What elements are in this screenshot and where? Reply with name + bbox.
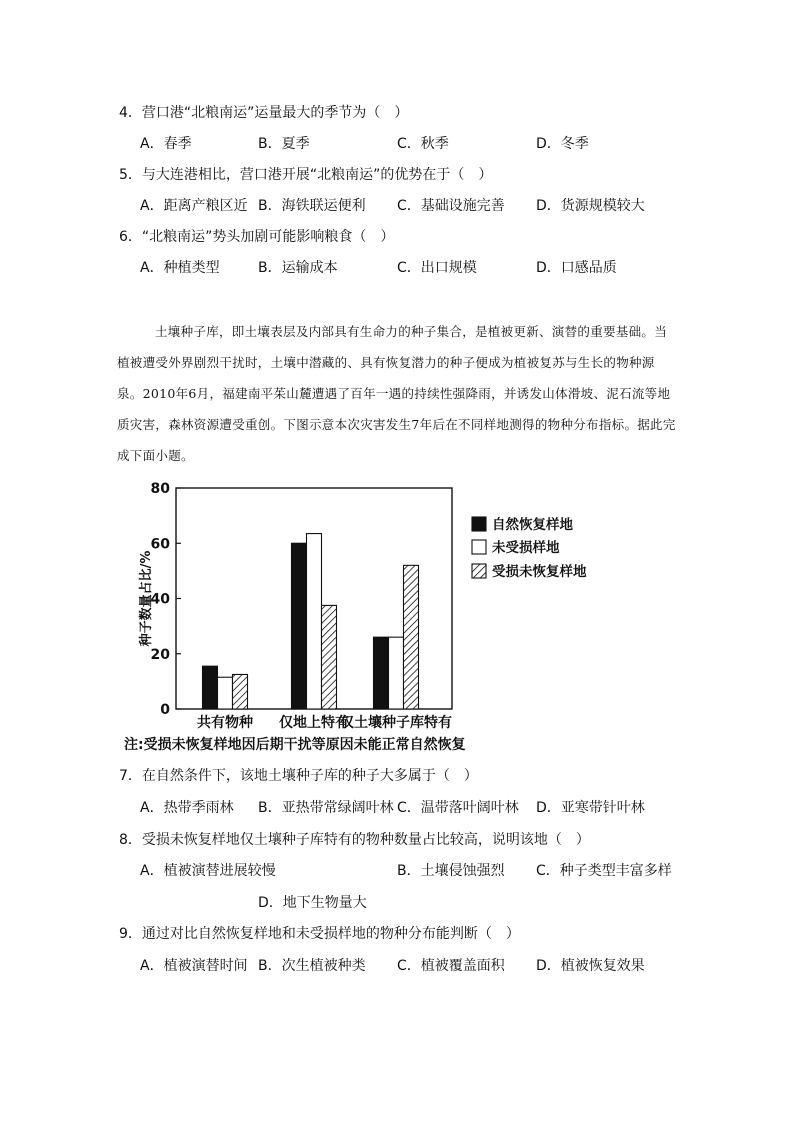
x-category-label: 仅地上特有 — [279, 715, 349, 731]
question-9-stem: 9．通过对比自然恢复样地和未受损样地的物种分布能判断（ ） — [119, 926, 520, 942]
question-7-stem: 7．在自然条件下，该地土壤种子库的种子大多属于（ ） — [119, 768, 478, 784]
question-8-option-d[interactable]: D．地下生物量大 — [258, 895, 367, 911]
y-tick-label: 40 — [150, 591, 170, 608]
y-tick-label: 0 — [160, 702, 170, 718]
bar-1-2 — [292, 543, 307, 709]
x-category-label: 共有物种 — [197, 715, 253, 731]
legend-label: 自然恢复样地 — [492, 517, 573, 533]
bar-2-1 — [218, 677, 233, 709]
y-tick-label: 80 — [150, 481, 170, 497]
question-4-option-d[interactable]: D．冬季 — [536, 136, 589, 152]
question-5-option-d[interactable]: D．货源规模较大 — [536, 198, 645, 214]
question-8-option-b[interactable]: B．土壤侵蚀强烈 — [397, 863, 505, 879]
bar-2-3 — [389, 637, 404, 709]
bar-1-1 — [203, 666, 218, 709]
question-9-option-a[interactable]: A．植被演替时间 — [140, 958, 248, 974]
bar-1-3 — [374, 637, 389, 709]
legend-label: 未受损样地 — [492, 540, 560, 556]
question-9-option-d[interactable]: D．植被恢复效果 — [536, 958, 645, 974]
passage-text: 土壤种子库，即土壤表层及内部具有生命力的种子集合，是植被更新、演替的重要基础。当植被遭受外界剧烈干扰时，土壤中潜藏的、具有恢复潜力的种子便成为植被复苏与生长的物种源泉。2010年6月，福建南平茱山麓遭遇了百年一遇的持续性强降雨，并诱发山体滑坡、泥石流等地质灾害，森林资源遭受重创。下图示意本次灾害发生7年后在不同样地测得的物种分布指标。据此完成下面小题。 — [117, 324, 676, 463]
question-4-option-c[interactable]: C．秋季 — [397, 136, 449, 152]
reading-passage — [117, 316, 679, 471]
bar-3-2 — [322, 605, 337, 709]
question-9-option-b[interactable]: B．次生植被种类 — [258, 958, 366, 974]
question-7-option-c[interactable]: C．温带落叶阔叶林 — [397, 800, 519, 816]
question-8-option-c[interactable]: C．种子类型丰富多样 — [536, 863, 672, 879]
y-tick-label: 60 — [150, 536, 170, 553]
question-7-option-b[interactable]: B．亚热带常绿阔叶林 — [258, 800, 394, 816]
question-4-option-a[interactable]: A．春季 — [140, 136, 192, 152]
question-6-option-b[interactable]: B．运输成本 — [258, 260, 338, 276]
bar-2-2 — [307, 534, 322, 709]
bar-3-1 — [233, 674, 248, 709]
question-5-stem: 5．与大连港相比，营口港开展“北粮南运”的优势在于（ ） — [119, 167, 493, 183]
question-5-option-c[interactable]: C．基础设施完善 — [397, 198, 505, 214]
legend-label: 受损未恢复样地 — [492, 564, 587, 580]
legend-swatch-2 — [472, 540, 486, 554]
question-4-stem: 4．营口港“北粮南运”运量最大的季节为（ ） — [119, 105, 409, 121]
chart-note: 注:受损未恢复样地因后期干扰等原因未能正常自然恢复 — [124, 737, 466, 753]
question-9-option-c[interactable]: C．植被覆盖面积 — [397, 958, 505, 974]
question-6-option-c[interactable]: C．出口规模 — [397, 260, 477, 276]
question-5-option-b[interactable]: B．海铁联运便利 — [258, 198, 366, 214]
question-6-stem: 6．“北粮南运”势头加剧可能影响粮食（ ） — [119, 229, 395, 245]
bar-3-3 — [404, 565, 419, 709]
legend-swatch-1 — [472, 517, 486, 531]
question-4-option-b[interactable]: B．夏季 — [258, 136, 310, 152]
question-8-option-a[interactable]: A．植被演替进展较慢 — [140, 863, 276, 879]
question-7-option-a[interactable]: A．热带季雨林 — [140, 800, 234, 816]
question-8-stem: 8．受损未恢复样地仅土壤种子库特有的物种数量占比较高，说明该地（ ） — [119, 832, 590, 848]
question-7-option-d[interactable]: D．亚寒带针叶林 — [536, 800, 645, 816]
bar-chart — [120, 478, 620, 736]
question-6-option-a[interactable]: A．种植类型 — [140, 260, 220, 276]
y-tick-label: 20 — [150, 646, 170, 663]
x-category-label: 仅土壤种子库特有 — [340, 715, 452, 731]
question-6-option-d[interactable]: D．口感品质 — [536, 260, 617, 276]
question-5-option-a[interactable]: A．距离产粮区近 — [140, 198, 248, 214]
y-axis-label: 种子数量占比/% — [139, 550, 154, 647]
legend-swatch-3 — [472, 564, 486, 578]
